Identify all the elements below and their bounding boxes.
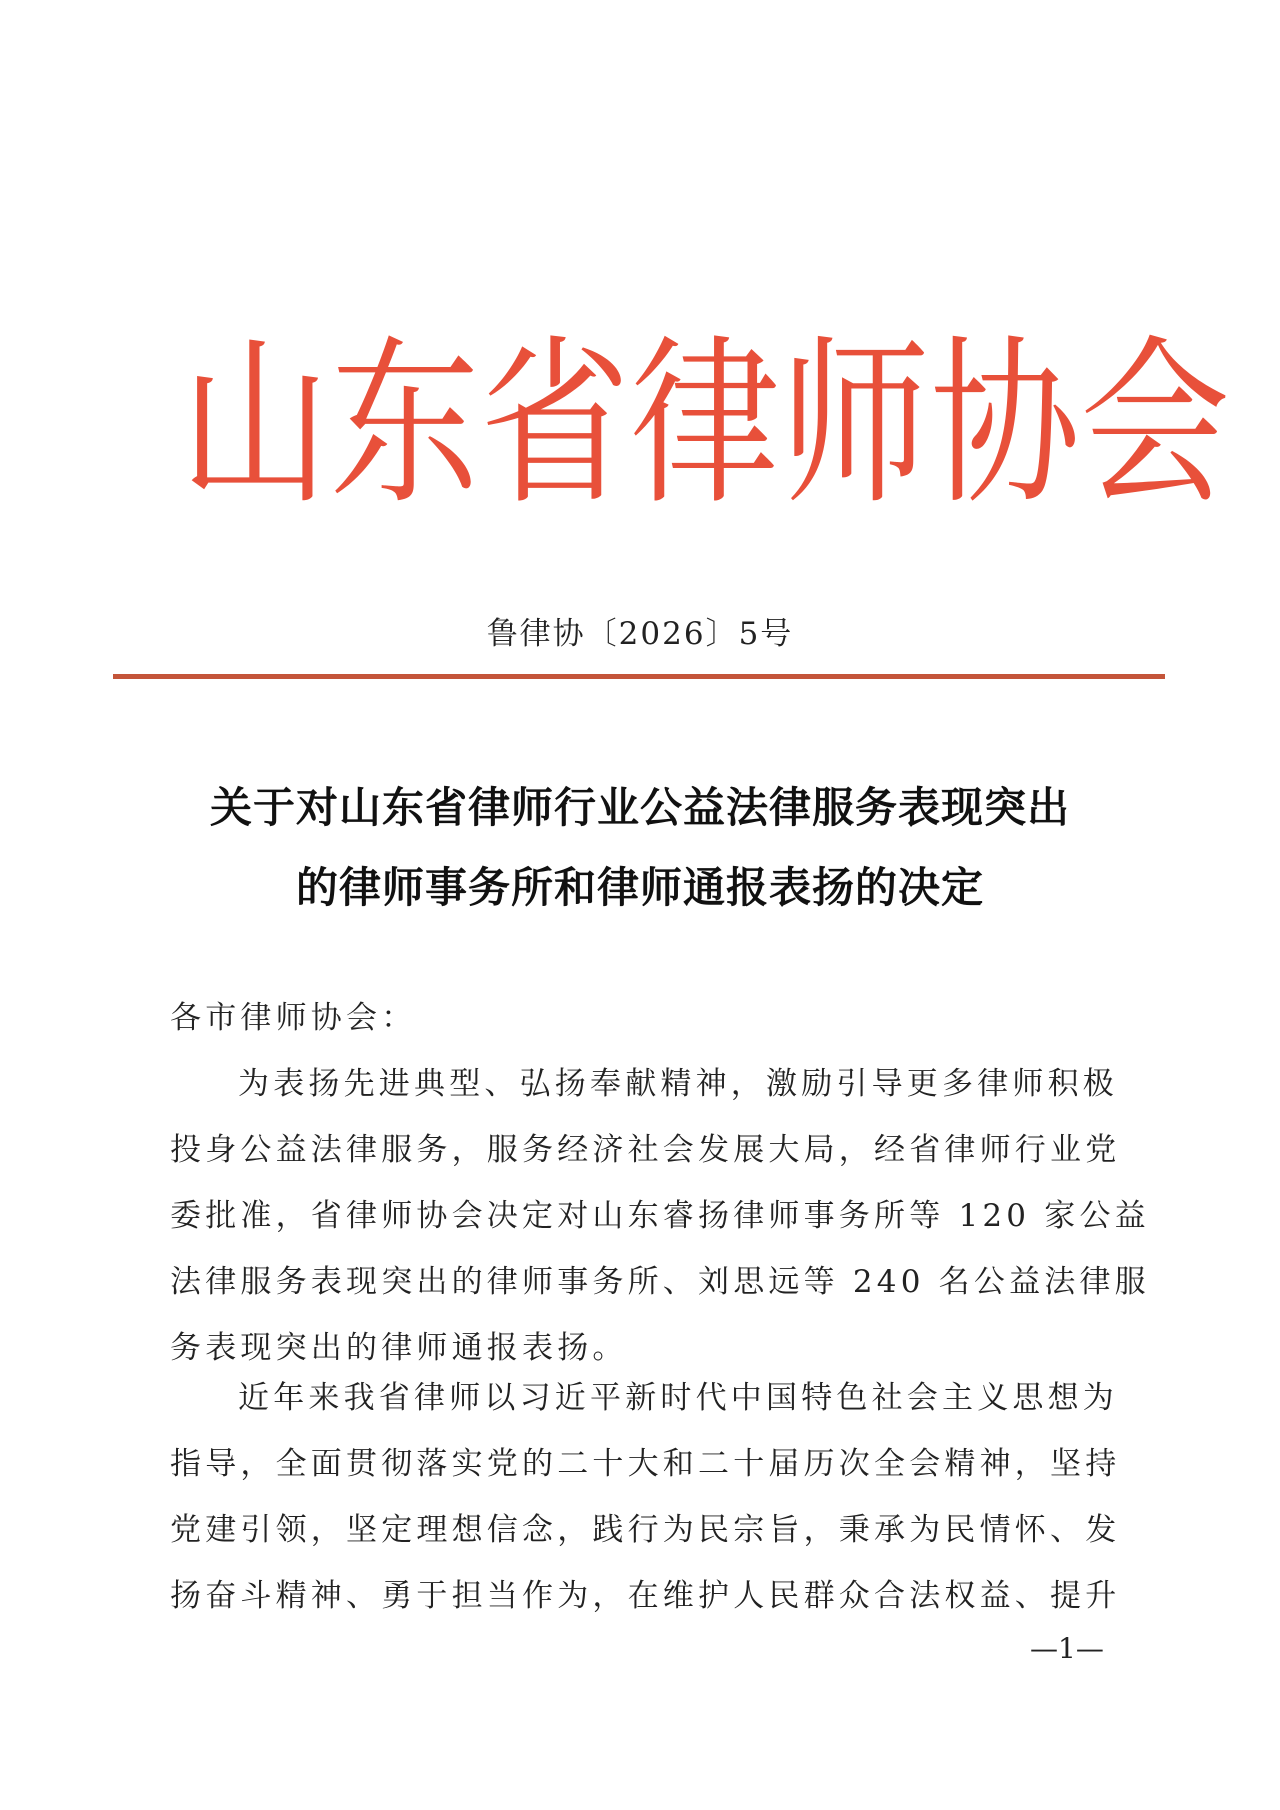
org-name-header — [180, 320, 1231, 530]
org-name-char: 律 — [630, 320, 781, 530]
org-name-char: 山 — [180, 320, 331, 530]
org-name-char: 师 — [780, 320, 931, 530]
page-number: —1— — [1030, 1632, 1104, 1665]
org-name-char: 省 — [480, 320, 631, 530]
body-line: 投身公益法律服务，服务经济社会发展大局，经省律师行业党 — [170, 1132, 1121, 1168]
body-line: 近年来我省律师以习近平新时代中国特色社会主义思想为 — [238, 1380, 1118, 1416]
body-line: 委批准，省律师协会决定对山东睿扬律师事务所等 120 家公益 — [170, 1198, 1150, 1234]
body-line: 扬奋斗精神、勇于担当作为，在维护人民群众合法权益、提升 — [170, 1578, 1121, 1614]
document-title-line-1: 关于对山东省律师行业公益法律服务表现突出 — [209, 783, 1070, 832]
body-line: 务表现突出的律师通报表扬。 — [170, 1330, 628, 1366]
org-name-char: 会 — [1080, 320, 1231, 530]
org-name-char: 协 — [930, 320, 1081, 530]
document-title-line-2: 的律师事务所和律师通报表扬的决定 — [295, 863, 984, 912]
salutation: 各市律师协会： — [170, 1000, 417, 1036]
body-line: 为表扬先进典型、弘扬奉献精神，激励引导更多律师积极 — [238, 1066, 1118, 1102]
org-name-char: 东 — [330, 320, 481, 530]
header-divider — [113, 674, 1165, 679]
body-line: 法律服务表现突出的律师事务所、刘思远等 240 名公益法律服 — [170, 1264, 1150, 1300]
body-line: 党建引领，坚定理想信念，践行为民宗旨，秉承为民情怀、发 — [170, 1512, 1121, 1548]
body-line: 指导，全面贯彻落实党的二十大和二十届历次全会精神，坚持 — [170, 1446, 1121, 1482]
document-number: 鲁律协〔2026〕5号 — [486, 616, 794, 652]
